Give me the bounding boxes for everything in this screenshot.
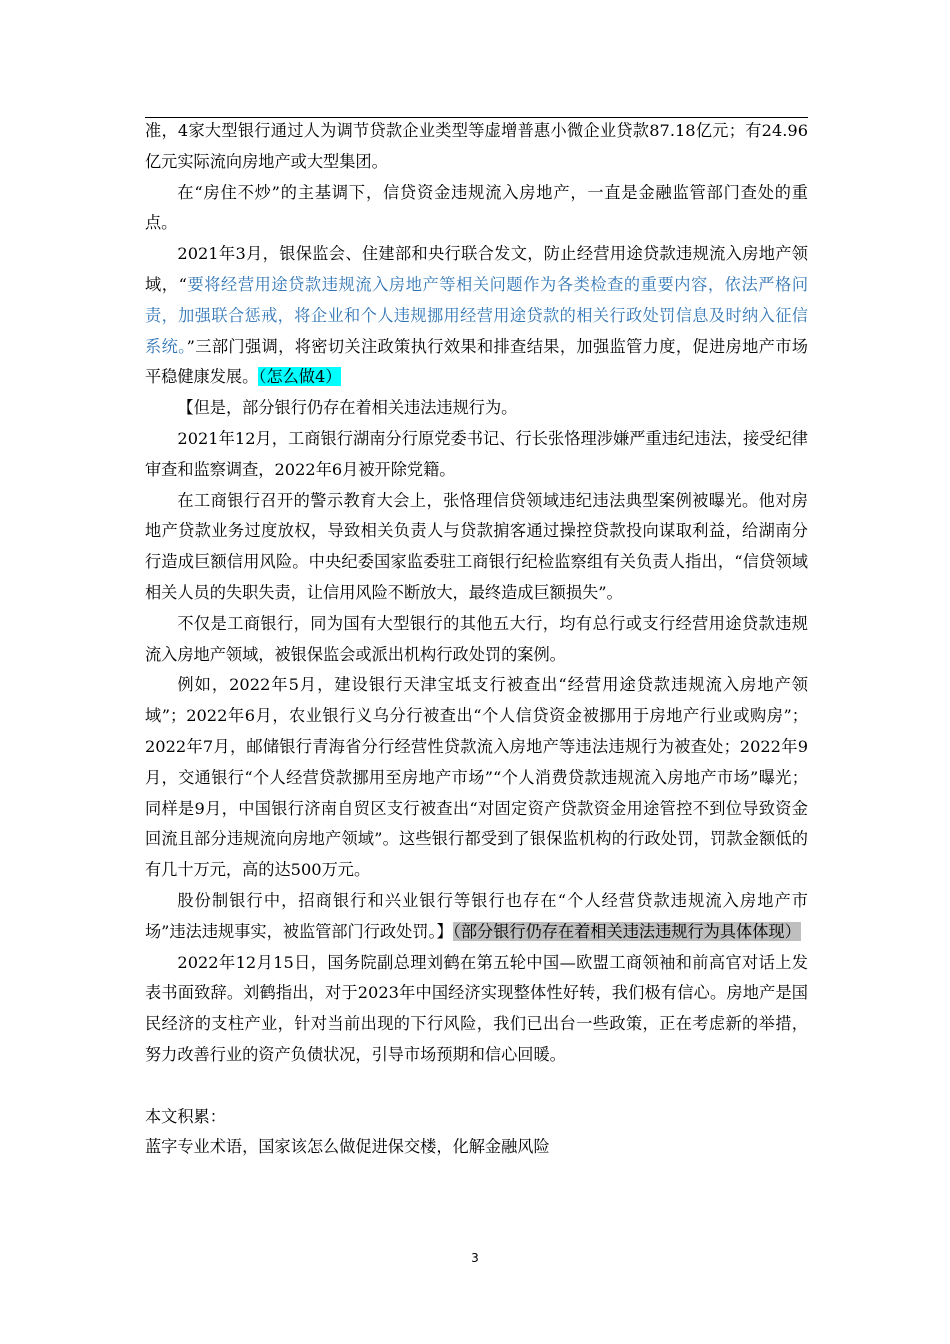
paragraph-9	[145, 886, 808, 948]
paragraph-9-prefix: 股份制银行中，招商银行和兴业银行等银行也存在“个人经营贷款违规流入房地产市场”违法违规事实，被监管部门行政处罚。】	[145, 890, 808, 941]
highlight-note-violations: （部分银行仍存在着相关违法违规行为具体体现）	[452, 921, 801, 941]
blank-line	[145, 1071, 808, 1102]
paragraph-6: 在工商银行召开的警示教育大会上，张恪理信贷领域违纪违法典型案例被曝光。他对房地产贷款业务过度放权，导致相关负责人与贷款掮客通过操控贷款投向谋取利益，给湖南分行造成巨额信用风险。中央纪委国家监委驻工商银行纪检监察组有关负责人指出，“信贷领域相关人员的失职失责，让信用风险不断放大，最终造成巨额损失”。	[145, 490, 808, 602]
page-number: 3	[471, 1251, 479, 1265]
paragraph-4: 【但是，部分银行仍存在着相关违法违规行为。	[177, 398, 518, 418]
paragraph-1: 准，4家大型银行通过人为调节贷款企业类型等虚增普惠小微企业贷款87.18亿元；有24.96亿元实际流向房地产或大型集团。	[145, 121, 808, 171]
paragraph-2: 在“房住不炒”的主基调下，信贷资金违规流入房地产，一直是金融监管部门查处的重点。	[145, 182, 808, 233]
summary-text: 蓝字专业术语，国家该怎么做促进保交楼，化解金融风险	[145, 1137, 550, 1157]
paragraph-5: 2021年12月，工商银行湖南分行原党委书记、行长张恪理涉嫌严重违纪违法，接受纪律审查和监察调查，2022年6月被开除党籍。	[145, 428, 808, 479]
paragraph-3	[145, 239, 808, 393]
body-text	[145, 116, 808, 1163]
summary-label: 本文积累：	[145, 1106, 226, 1126]
paragraph-3-prefix: 2021年3月，银保监会、住建部和央行联合发文，防止经营用途贷款违规流入房地产领域，“	[145, 244, 808, 294]
paragraph-3-suffix: ”三部门强调，将密切关注政策执行效果和排查结果，加强监管力度，促进房地产市场平稳健康发展。	[145, 336, 808, 387]
blue-term-text: 要将经营用途贷款违规流入房地产等相关问题作为各类检查的重要内容，依法严格问责，加强联合惩戒，将企业和个人违规挪用经营用途贷款的相关行政处罚信息及时纳入征信系统。	[145, 274, 808, 356]
paragraph-10: 2022年12月15日，国务院副总理刘鹤在第五轮中国—欧盟工商领袖和前高官对话上发表书面致辞。刘鹤指出，对于2023年中国经济实现整体性好转，我们极有信心。房地产是国民经济的支柱产业，针对当前出现的下行风险，我们已出台一些政策，正在考虑新的举措，努力改善行业的资产负债状况，引导市场预期和信心回暖。	[145, 952, 808, 1064]
highlight-note-how-to: （怎么做4）	[258, 367, 342, 387]
paragraph-7: 不仅是工商银行，同为国有大型银行的其他五大行，均有总行或支行经营用途贷款违规流入房地产领域，被银保监会或派出机构行政处罚的案例。	[145, 613, 808, 664]
paragraph-8: 例如，2022年5月，建设银行天津宝坻支行被查出“经营用途贷款违规流入房地产领域”；2022年6月，农业银行义乌分行被查出“个人信贷资金被挪用于房地产行业或购房”；2022年7月，邮储银行青海省分行经营性贷款流入房地产等违法违规行为被查处；2022年9月，交通银行“个人经营贷款挪用至房地产市场”“个人消费贷款违规流入房地产市场”曝光；同样是9月，中国银行济南自贸区支行被查出“对固定资产贷款资金用途管控不到位导致资金回流且部分违规流向房地产领域”。这些银行都受到了银保监机构的行政处罚，罚款金额低的有几十万元，高的达500万元。	[145, 675, 808, 880]
